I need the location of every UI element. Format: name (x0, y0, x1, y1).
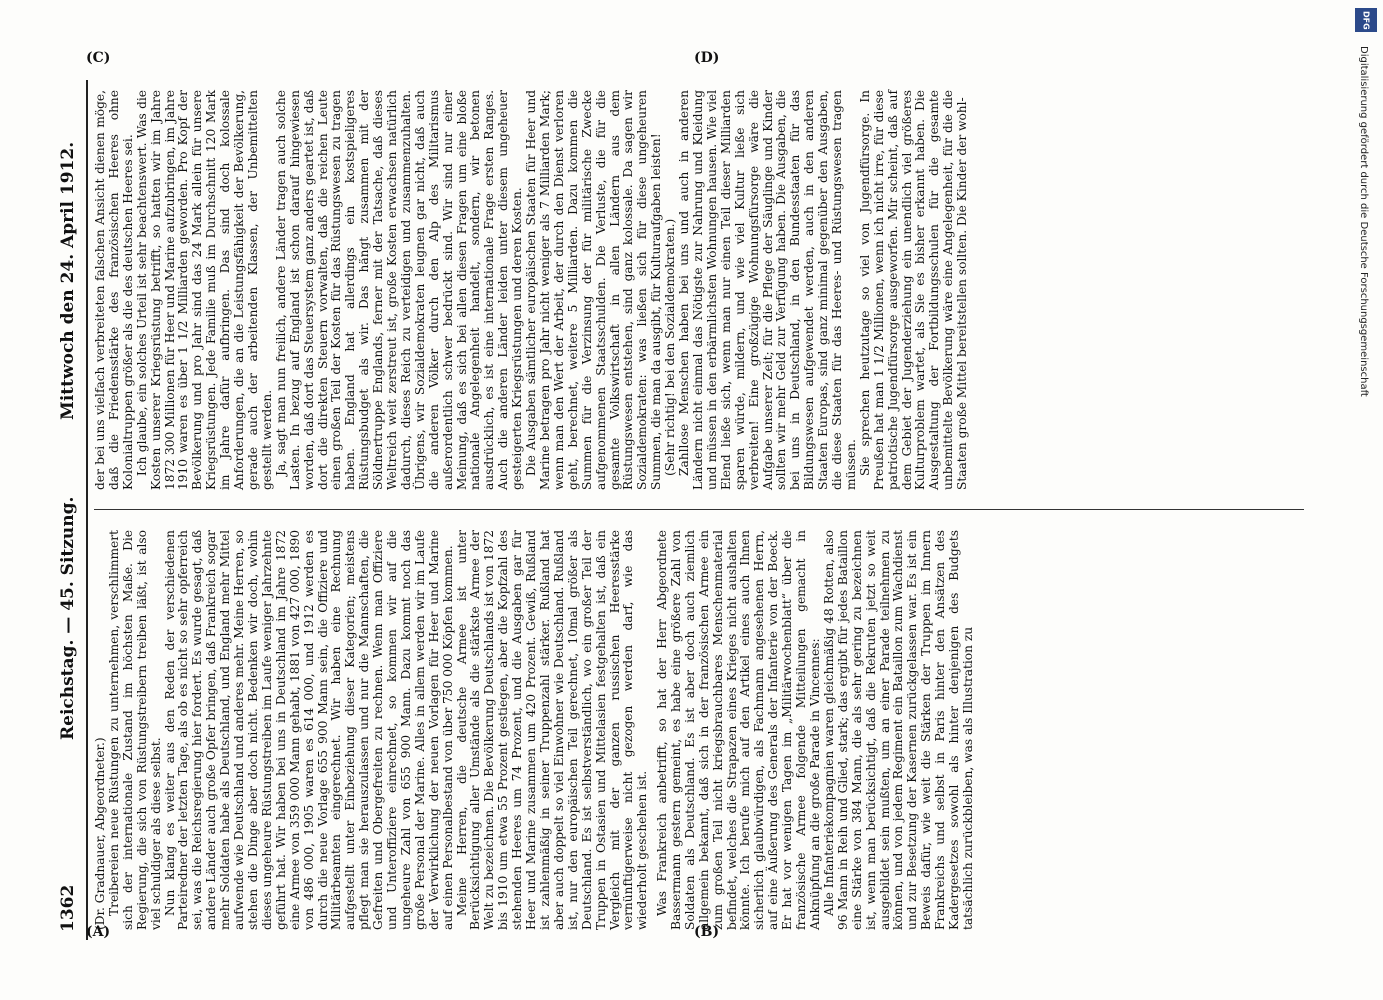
paragraph: der bei uns vielfach verbreiteten falschen Ansicht dienen möge, daß die Friedensstärke des französischen Heeres ohne Kolonialtruppen größer als die des deutschen Heeres sei. (93, 90, 135, 490)
paragraph: Was Frankreich anbetrifft, so hat der Herr Abgeordnete Bassermann gestern gemeint, es habe eine größere Zahl von Soldaten als Deutschland. Es ist aber doch auch ziemlich allgemein bekannt, daß sich in der französischen Armee ein zum großen Teil nicht kriegsbrauchbares Menschenmaterial befindet, welches die Strapazen eines Krieges nicht aushalten könnte. Ich berufe mich auf den Artikel eines auch Ihnen sicherlich glaubwürdigen, als Fachmann angesehenen Herrn, auf eine Äußerung des Generals der Infanterie von der Boeck. Er hat vor wenigen Tagen im „Militärwochenblatt“ über die französische Armee folgende Mitteilungen gemacht in Anknüpfung an die große Parade in Vincennes: (655, 530, 822, 930)
credit-text: Digitalisierung gefördert durch die Deutsche Forschungsgemeinschaft (1358, 46, 1369, 397)
paragraph: Nun klang es weiter aus den Reden der verschiedenen Parteiredner der letzten Tage, als ob es nicht so sehr opferreich sei, was die Reichsregierung hier fordert. Es wurde gesagt, daß andere Länder auch große Opfer bringen, daß Frankreich sogar mehr Soldaten habe als Deutschland, und England mehr Mittel aufwende wie Deutschland und anderes mehr. Meine Herren, so stehen die Dinge aber doch nicht. Bedenken wir doch, wohin dieses ungeheure Rüstungstreiben im Laufe weniger Jahrzehnte geführt hat. Wir haben bei uns in Deutschland im Jahre 1872 eine Armee von 359 000 Mann gehabt, 1881 von 427 000, 1890 von 486 000, 1905 waren es 614 000, und 1912 werden es durch die neue Vorlage 655 900 Mann sein, die Offiziere und Militärbeamten eingerechnet. Wir haben eine Rechnung aufgestellt unter Einbeziehung dieser Kategorien; meistens pflegt man sie herauszulassen und nur die Mannschaften, die Gefreiten und Obergefreiten zu rechnen. Wenn man Offiziere und Unteroffiziere einrechnet, so kommen wir auf die ungeheure Zahl von 655 900 Mann. Dazu kommt noch das große Personal der Marine. Alles in allem werden wir im Laufe der Verwirklichung der neuen Vorlagen für Heer und Marine auf einen Personalbestand von über 750 000 Köpfen kommen. (162, 530, 455, 930)
margin-marker-a: (A) (86, 924, 111, 940)
paragraph: Treibereien neue Rüstungen zu unternehmen, verschlimmert sich der internationale Zustand im höchsten Maße. Die Regierung, die sich von Rüstungstreibern treiben läßt, ist also viel schuldiger als diese selbst. (106, 530, 163, 930)
paragraph: Zahllose Menschen haben bei uns und auch in anderen Ländern nicht einmal das Nötigste zur Nahrung und Kleidung und müssen in den erbärmlichsten Wohnungen hausen. Wie viel Elend ließe sich, wenn man nur einen Teil dieser Milliarden sparen würde, mildern, und wie viel Kultur ließe sich verbreiten! Eine großzügige Wohnungsfürsorge wäre die Aufgabe unserer Zeit; für die Pflege der Säuglinge und Kinder sollten wir mehr Geld zur Verfügung haben. Die Ausgaben, die bei uns in Deutschland, in den Bundesstaaten für das Bildungswesen aufgewendet werden, auch in den anderen Staaten Europas, sind ganz minimal gegenüber den Ausgaben, die diese Staaten für das Heeres- und Rüstungswesen tragen müssen. (677, 90, 858, 490)
paragraph: Ja, sagt man nun freilich, andere Länder tragen auch solche Lasten. In bezug auf England ist schon darauf hingewiesen worden, daß dort das Steuersystem ganz anders geartet ist, daß dort die direkten Steuern vorwalten, daß die reichen Leute einen großen Teil der Kosten für das Rüstungswesen zu tragen haben. England hat allerdings ein kostspieligeres Rüstungsbudget als wir. Das hängt zusammen mit der Söldnertruppe Englands, ferner mit der Tatsache, daß dieses Weltreich weit zerstreut ist, große Kosten erwachsen natürlich dadurch, dieses Reich zu verteidigen und zusammenzuhalten. Übrigens, wir Sozialdemokraten leugnen gar nicht, daß auch die anderen Völker durch den Alp des Militarismus außerordentlich schwer bedrückt sind. Wir sind nur einer Meinung, daß es sich bei allen diesen Fragen um eine bloße nationale Angelegenheit handelt, sondern, wir betonen ausdrücklich, es ist eine internationale Frage ersten Ranges. Auch die anderen Länder leiden unter diesem ungeheuer gesteigerten Kriegsrüstungen und deren Kosten. (273, 90, 525, 490)
left-running-title: Reichstag. — 45. Sitzung. (58, 496, 78, 740)
dfg-logo: DFG (1355, 8, 1377, 32)
right-column (94, 90, 1294, 490)
paragraph: Sie sprechen heutzutage so viel von Jugendfürsorge. In Preußen hat man 1 1/2 Millionen, wenn ich nicht irre, für diese patriotische Jugendfürsorge ausgeworfen. Mir scheint, daß auf dem Gebiet der Jugenderziehung ein unendlich viel größeres Kulturproblem wartet, als Sie es bisher erkannt haben. Die Ausgestaltung der Fortbildungsschulen für die gesamte unbemittelte Bevölkerung wäre eine Angelegenheit, für die die Staaten große Mittel bereitstellen sollten. Die Kinder der wohl- (857, 90, 970, 490)
page-header (50, 80, 84, 940)
digitization-credit (1351, 10, 1371, 990)
header-rule (86, 80, 88, 940)
margin-marker-d: (D) (694, 50, 720, 66)
margin-marker-c: (C) (86, 50, 111, 66)
right-running-title: Mittwoch den 24. April 1912. (58, 141, 78, 420)
paragraph: Meine Herren, die deutsche Armee ist unter Berücksichtigung aller Umstände als die stärkste Armee der Welt zu bezeichnen. Die Bevölkerung Deutschlands ist von 1872 bis 1910 um etwa 55 Prozent gestiegen, aber die Kopfzahl des stehenden Heeres um 74 Prozent, und die Ausgaben gar für Heer und Marine zusammen um 420 Prozent. Gewiß, Rußland ist zahlenmäßig in seiner Truppenzahl stärker. Rußland hat aber auch doppelt so viel Einwohner wie Deutschland. Rußland ist, nur den europäischen Teil gerechnet, 10mal größer als Deutschland. Es ist selbstverständlich, wo ein großer Teil der Truppen in Ostasien und Mittelasien festgehalten ist, daß ein Vergleich mit der ganzen russischen Heeresstärke vernünftigerweise nicht gezogen werden darf, wie das wiederholt geschehen ist. (454, 530, 650, 930)
paragraph: Die Ausgaben sämtlicher europäischen Staaten für Heer und Marine betragen pro Jahr nicht weniger als 7 Milliarden Mark; wenn man den Wert der Arbeit, der durch den Dienst verloren geht, berechnet, weitere 5 Milliarden. Dazu kommen die Summen für die Verzinsung der für militärische Zwecke aufgenommenen Staatsschulden. Die Verluste, die für die gesamte Volkswirtschaft in allen Ländern aus dem Rüstungswesen entstehen, sind ganz kolossale. Da sagen wir Sozialdemokraten: was ließen sich für diese ungeheuren Summen, die man da ausgibt, für Kulturaufgaben leisten! (524, 90, 664, 490)
left-column-bottom (656, 530, 976, 930)
interjection: (Sehr richtig! bei den Sozialdemokraten.) (663, 218, 678, 476)
left-column-top (94, 530, 654, 930)
margin-marker-b: (B) (694, 924, 720, 940)
paragraph: Ich glaube, ein solches Urteil ist sehr beachtenswert. Was die Kosten unserer Kriegsrüstung betrifft, so hatten wir im Jahre 1872 300 Millionen für Heer und Marine aufzubringen, im Jahre 1910 waren es über 1 1/2 Milliarden geworden. Pro Kopf der Bevölkerung und pro Jahr sind das 24 Mark allein für unsere Kriegsrüstungen. Jede Familie muß im Durchschnitt 120 Mark im Jahre dafür aufbringen. Das sind doch kolossale Anforderungen, die an die Leistungsfähigkeit der Bevölkerung, gerade auch der arbeitenden Klassen, der Unbemittelten gestellt werden. (134, 90, 274, 490)
column-separator (94, 509, 1304, 510)
rotated-page-content (50, 80, 1350, 940)
paragraph: Alle Infanteriekompagnien waren gleichmäßig 48 Rotten, also 96 Mann in Reih und Glied, stark; das ergibt für jedes Bataillon eine Stärke von 384 Mann, die als sehr gering zu bezeichnen ist, wenn man berücksichtigt, daß die Rekruten jetzt so weit ausgebildet sein mußten, um an einer Parade teilnehmen zu können, und von jedem Regiment ein Bataillon zum Wachdienst und zur Besetzung der Kasernen zurückgelassen war. Es ist ein Beweis dafür, wie weit die Stärken der Truppen im Innern Frankreichs und selbst in Paris hinter den Ansätzen des Kadergesetzes sowohl als hinter denjenigen des Budgets tatsächlich zurückbleiben, was als Illustration zu (821, 530, 975, 930)
speaker-line: (Dr. Gradnauer, Abgeordneter.) (93, 737, 107, 930)
page-number: 1362 (58, 884, 78, 932)
